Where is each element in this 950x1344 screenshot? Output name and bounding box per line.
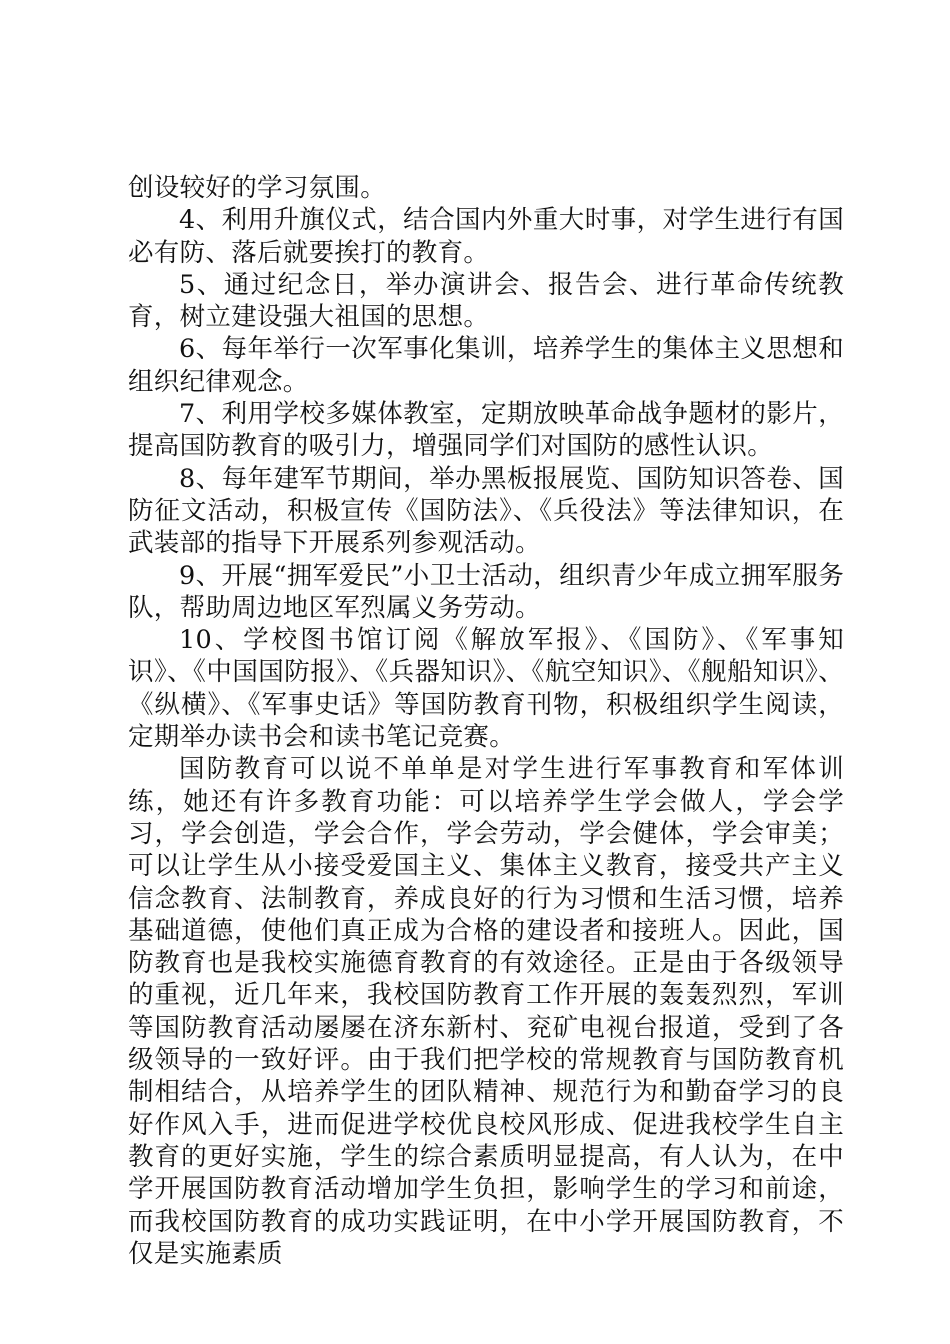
paragraph-9: 国防教育可以说不单单是对学生进行军事教育和军体训练，她还有许多教育功能：可以培养学生学会做人，学会学习，学会创造，学会合作，学会劳动，学会健体，学会审美；可以让学生从小接受爱国主义、集体主义教育，接受共产主义信念教育、法制教育，养成良好的行为习惯和生活习惯，培养基础道德，使他们真正成为合格的建设者和接班人。因此，国防教育也是我校实施德育教育的有效途径。正是由于各级领导的重视，近几年来，我校国防教育工作开展的轰轰烈烈，军训等国防教育活动屡屡在济东新村、兖矿电视台报道，受到了各级领导的一致好评。由于我们把学校的常规教育与国防教育机制相结合，从培养学生的团队精神、规范行为和勤奋学习的良好作风入手，进而促进学校优良校风形成、促进我校学生自主教育的更好实施，学生的综合素质明显提高，有人认为，在中学开展国防教育活动增加学生负担，影响学生的学习和前途，而我校国防教育的成功实践证明，在中小学开展国防教育，不仅是实施素质 [128,754,844,1269]
paragraph-8: 10、学校图书馆订阅《解放军报》、《国防》、《军事知识》、《中国国防报》、《兵器知识》、《航空知识》、《舰船知识》、《纵横》、《军事史话》等国防教育刊物，积极组织学生阅读，定期举办读书会和读书笔记竞赛。 [128,625,844,753]
document-page [128,172,844,1270]
paragraph-3: 5、通过纪念日，举办演讲会、报告会、进行革命传统教育，树立建设强大祖国的思想。 [128,269,844,333]
paragraph-5: 7、利用学校多媒体教室，定期放映革命战争题材的影片，提高国防教育的吸引力，增强同学们对国防的感性认识。 [128,399,844,462]
paragraph-2: 4、利用升旗仪式，结合国内外重大时事，对学生进行有国必有防、落后就要挨打的教育。 [128,205,844,268]
paragraph-1: 创设较好的学习氛围。 [128,173,387,203]
paragraph-4: 6、每年举行一次军事化集训，培养学生的集体主义思想和组织纪律观念。 [128,334,844,397]
paragraph-6: 8、每年建军节期间，举办黑板报展览、国防知识答卷、国防征文活动，积极宣传《国防法》、《兵役法》等法律知识，在武装部的指导下开展系列参观活动。 [128,463,844,559]
paragraph-7: 9、开展“拥军爱民”小卫士活动，组织青少年成立拥军服务队，帮助周边地区军烈属义务劳动。 [128,560,844,623]
